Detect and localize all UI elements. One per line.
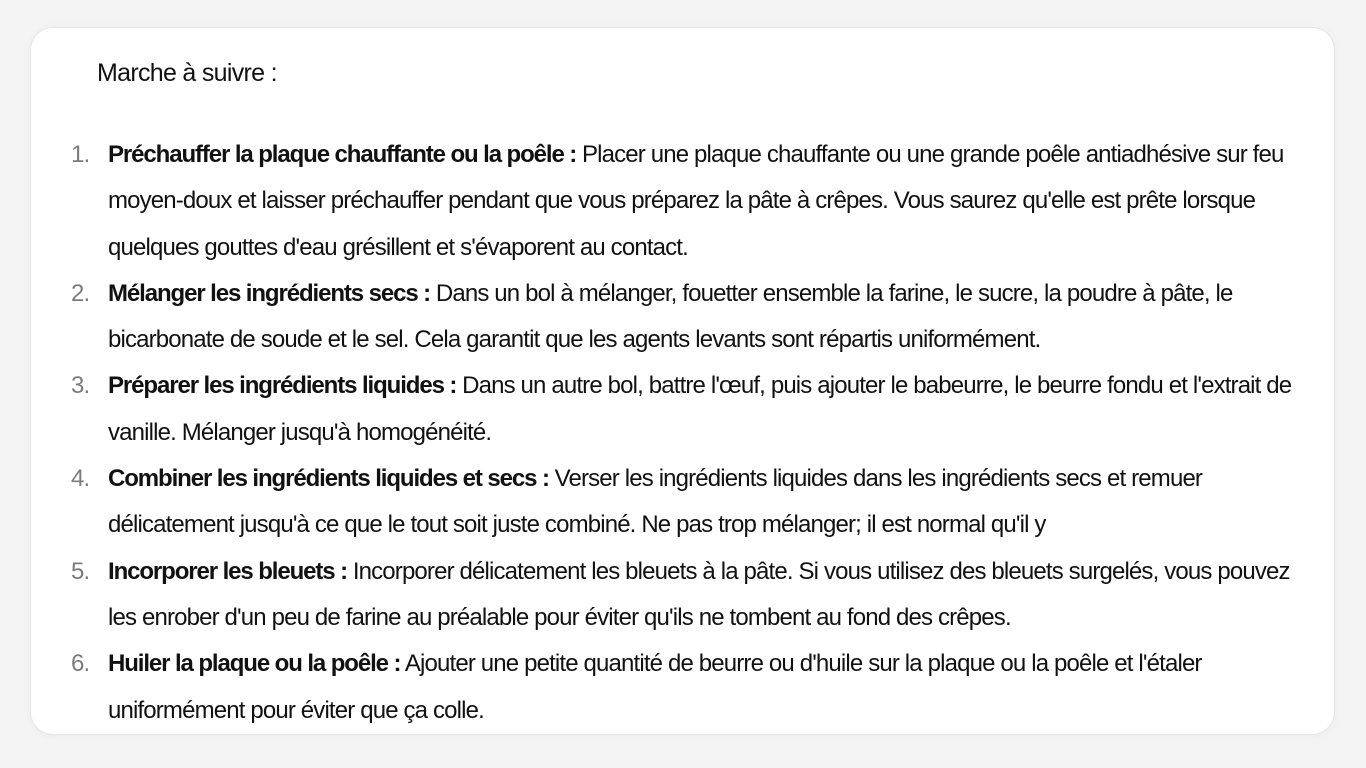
step-item [31,363,1334,456]
step-text: Dans un bol à mélanger, fouetter ensemble la farine, le sucre, la poudre à pâte, le bicarbonate de soude et le sel. Cela garantit que les agents levants sont répartis uniformément. [108,279,1233,354]
section-heading: Marche à suivre : [97,59,277,87]
step-text: Placer une plaque chauffante ou une grande poêle antiadhésive sur feu moyen-doux et laisser préchauffer pendant que vous préparez la pâte à crêpes. Vous saurez qu'elle est prête lorsque quelques gouttes d'eau grésillent et s'évaporent au contact. [108,141,1284,261]
steps-list [31,132,1334,734]
step-item [31,456,1334,549]
step-title: Préchauffer la plaque chauffante ou la poêle : [108,141,577,168]
step-title: Incorporer les bleuets : [108,557,348,585]
step-number: 2. [71,279,90,307]
step-item [31,641,1334,734]
step-number: 5. [71,557,90,585]
step-text: Dans un autre bol, battre l'œuf, puis ajouter le babeurre, le beurre fondu et l'extrait de vanille. Mélanger jusqu'à homogénéité. [108,372,1292,446]
step-text: Incorporer délicatement les bleuets à la pâte. Si vous utilisez des bleuets surgelés, vous pouvez les enrober d'un peu de farine au préalable pour éviter qu'ils ne tombent au fond des crêpes. [108,557,1290,631]
step-item [31,271,1334,364]
step-item [31,132,1334,271]
step-text: Verser les ingrédients liquides dans les ingrédients secs et remuer délicatement jusqu'à ce que le tout soit juste combiné. Ne pas trop mélanger; il est normal qu'il y [108,465,1203,539]
step-number: 6. [71,650,90,678]
instructions-card [31,28,1334,734]
step-number: 4. [71,465,90,493]
step-item [31,549,1334,642]
step-number: 1. [71,141,90,168]
step-title: Préparer les ingrédients liquides : [108,372,457,400]
step-title: Huiler la plaque ou la poêle : [108,650,401,678]
step-number: 3. [71,372,90,400]
step-text: Ajouter une petite quantité de beurre ou d'huile sur la plaque ou la poêle et l'étaler uniformément pour éviter que ça colle. [108,650,1202,724]
step-title: Combiner les ingrédients liquides et secs : [108,465,549,493]
step-title: Mélanger les ingrédients secs : [108,279,431,307]
